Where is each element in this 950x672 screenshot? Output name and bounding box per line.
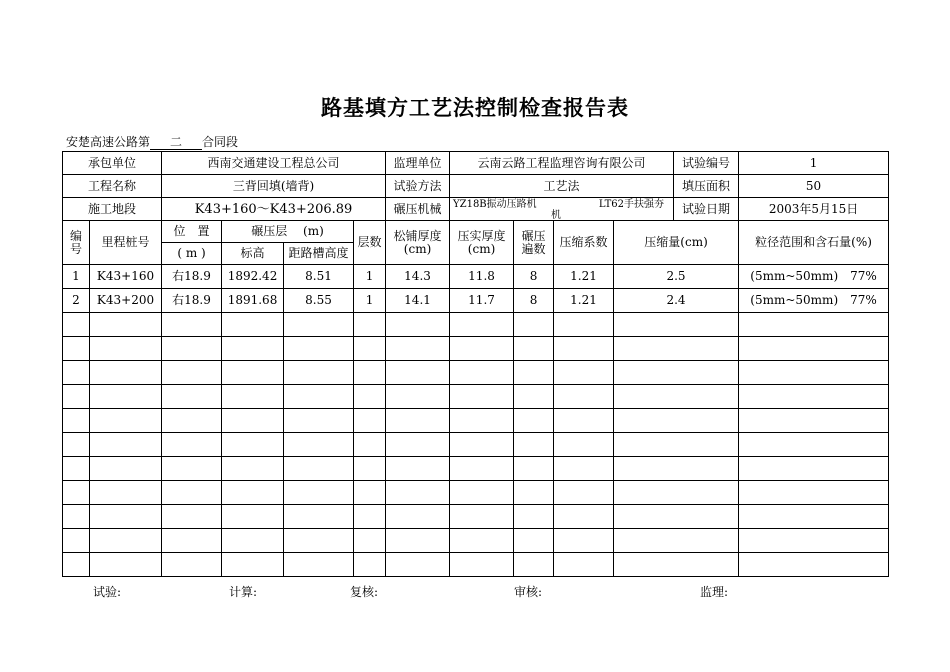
area-value: 50 <box>739 175 889 198</box>
machine-value <box>450 198 674 221</box>
empty-cell <box>739 337 889 361</box>
col-pos-header-2: ( m ) <box>162 243 222 265</box>
empty-cell <box>554 457 614 481</box>
empty-cell <box>90 433 162 457</box>
empty-cell <box>386 361 450 385</box>
empty-cell <box>386 481 450 505</box>
empty-cell <box>63 553 90 577</box>
empty-cell <box>614 385 739 409</box>
empty-cell <box>354 433 386 457</box>
cell-count: 1 <box>354 265 386 289</box>
empty-cell <box>354 553 386 577</box>
date-label: 试验日期 <box>674 198 739 221</box>
empty-table-row <box>63 433 889 457</box>
section-number: 二 <box>150 136 202 150</box>
empty-cell <box>222 361 284 385</box>
contractor-label: 承包单位 <box>63 152 162 175</box>
cell-grain: (5mm~50mm) 77% <box>739 289 889 313</box>
empty-cell <box>614 529 739 553</box>
empty-cell <box>514 457 554 481</box>
empty-cell <box>614 337 739 361</box>
col-comp-header-1: 压实厚度 <box>457 228 506 243</box>
empty-cell <box>739 361 889 385</box>
inspection-table-main <box>62 151 889 577</box>
empty-cell <box>739 553 889 577</box>
empty-cell <box>222 313 284 337</box>
empty-cell <box>450 409 514 433</box>
method-label: 试验方法 <box>386 175 450 198</box>
empty-table-row <box>63 313 889 337</box>
empty-cell <box>386 529 450 553</box>
empty-cell <box>284 385 354 409</box>
subline-prefix: 安楚高速公路第 <box>66 135 151 149</box>
cell-no: 1 <box>63 265 90 289</box>
empty-cell <box>386 433 450 457</box>
empty-cell <box>386 553 450 577</box>
cell-comp: 11.8 <box>450 265 514 289</box>
empty-cell <box>739 481 889 505</box>
supervisor-label: 监理单位 <box>386 152 450 175</box>
col-pos-header-1: 位 置 <box>162 221 222 243</box>
col-comp-header <box>450 221 514 265</box>
empty-cell <box>63 313 90 337</box>
empty-cell <box>450 457 514 481</box>
empty-cell <box>386 505 450 529</box>
subline-suffix: 合同段 <box>202 135 239 149</box>
col-no-header <box>63 221 90 265</box>
empty-cell <box>739 385 889 409</box>
empty-cell <box>554 481 614 505</box>
empty-cell <box>554 553 614 577</box>
cell-comp: 11.7 <box>450 289 514 313</box>
empty-cell <box>284 361 354 385</box>
empty-cell <box>90 361 162 385</box>
empty-cell <box>514 529 554 553</box>
empty-table-row <box>63 337 889 361</box>
empty-cell <box>614 481 739 505</box>
col-elev-header: 标高 <box>222 243 284 265</box>
empty-cell <box>739 505 889 529</box>
empty-cell <box>90 457 162 481</box>
empty-cell <box>514 433 554 457</box>
empty-cell <box>162 385 222 409</box>
col-grain-header: 粒径范围和含石量(%) <box>739 221 889 265</box>
empty-table-row <box>63 385 889 409</box>
empty-cell <box>450 313 514 337</box>
col-comp-header-2: (cm) <box>467 241 496 256</box>
project-value: 三背回填(墙背) <box>162 175 386 198</box>
empty-cell <box>450 553 514 577</box>
empty-cell <box>222 337 284 361</box>
footer-audit: 审核: <box>514 585 543 599</box>
empty-cell <box>284 337 354 361</box>
empty-cell <box>90 553 162 577</box>
method-value: 工艺法 <box>450 175 674 198</box>
site-label: 施工地段 <box>63 198 162 221</box>
col-layer-header: 碾压层 (m) <box>222 221 354 243</box>
col-passes-header <box>514 221 554 265</box>
col-dist-header: 距路槽高度 <box>284 243 354 265</box>
info-row-2 <box>63 175 889 198</box>
empty-cell <box>739 529 889 553</box>
header-row-1 <box>63 221 889 243</box>
empty-cell <box>554 505 614 529</box>
empty-cell <box>354 361 386 385</box>
project-label: 工程名称 <box>63 175 162 198</box>
empty-cell <box>554 433 614 457</box>
empty-cell <box>450 385 514 409</box>
machine-label: 碾压机械 <box>386 198 450 221</box>
cell-grain: (5mm~50mm) 77% <box>739 265 889 289</box>
empty-cell <box>284 505 354 529</box>
machine-value-1: YZ18B振动压路机 <box>453 199 537 210</box>
empty-cell <box>63 409 90 433</box>
empty-cell <box>386 385 450 409</box>
empty-cell <box>90 337 162 361</box>
empty-cell <box>90 505 162 529</box>
col-count-header: 层数 <box>354 221 386 265</box>
empty-cell <box>554 409 614 433</box>
empty-cell <box>450 337 514 361</box>
empty-cell <box>63 361 90 385</box>
table-row <box>63 265 889 289</box>
empty-cell <box>614 313 739 337</box>
empty-cell <box>514 313 554 337</box>
empty-cell <box>222 505 284 529</box>
empty-cell <box>450 505 514 529</box>
footer-test: 试验: <box>93 585 122 599</box>
empty-cell <box>90 481 162 505</box>
empty-cell <box>614 505 739 529</box>
empty-cell <box>450 529 514 553</box>
empty-cell <box>554 337 614 361</box>
empty-cell <box>739 433 889 457</box>
col-loose-header-2: (cm) <box>403 241 432 256</box>
empty-cell <box>450 433 514 457</box>
empty-cell <box>386 337 450 361</box>
empty-cell <box>162 313 222 337</box>
empty-table-row <box>63 529 889 553</box>
col-loose-header-1: 松铺厚度 <box>393 228 442 243</box>
empty-cell <box>514 385 554 409</box>
empty-cell <box>614 457 739 481</box>
empty-cell <box>63 337 90 361</box>
empty-cell <box>90 313 162 337</box>
empty-cell <box>554 361 614 385</box>
empty-cell <box>284 481 354 505</box>
info-row-3 <box>63 198 889 221</box>
cell-no: 2 <box>63 289 90 313</box>
cell-coef: 1.21 <box>554 265 614 289</box>
col-station-header: 里程桩号 <box>90 221 162 265</box>
empty-cell <box>162 553 222 577</box>
report-title: 路基填方工艺法控制检查报告表 <box>321 95 629 120</box>
col-amount-header: 压缩量(cm) <box>614 221 739 265</box>
cell-amount: 2.5 <box>614 265 739 289</box>
empty-table-row <box>63 361 889 385</box>
cell-elev: 1892.42 <box>222 265 284 289</box>
empty-cell <box>63 481 90 505</box>
empty-cell <box>514 481 554 505</box>
table-row <box>63 289 889 313</box>
empty-cell <box>284 409 354 433</box>
empty-cell <box>63 505 90 529</box>
empty-cell <box>614 409 739 433</box>
empty-cell <box>284 553 354 577</box>
empty-cell <box>739 313 889 337</box>
empty-cell <box>554 385 614 409</box>
cell-passes: 8 <box>514 265 554 289</box>
empty-table-row <box>63 457 889 481</box>
cell-coef: 1.21 <box>554 289 614 313</box>
empty-cell <box>386 313 450 337</box>
empty-table-row <box>63 481 889 505</box>
cell-pos: 右18.9 <box>162 289 222 313</box>
empty-cell <box>514 553 554 577</box>
empty-cell <box>614 361 739 385</box>
col-loose-header <box>386 221 450 265</box>
empty-cell <box>222 481 284 505</box>
empty-cell <box>63 433 90 457</box>
cell-loose: 14.1 <box>386 289 450 313</box>
cell-station: K43+200 <box>90 289 162 313</box>
empty-cell <box>284 529 354 553</box>
empty-cell <box>222 529 284 553</box>
empty-cell <box>63 385 90 409</box>
cell-elev: 1891.68 <box>222 289 284 313</box>
footer-supervise: 监理: <box>700 585 729 599</box>
empty-cell <box>90 529 162 553</box>
cell-pos: 右18.9 <box>162 265 222 289</box>
empty-cell <box>354 313 386 337</box>
empty-cell <box>354 457 386 481</box>
empty-cell <box>162 409 222 433</box>
empty-cell <box>739 457 889 481</box>
cell-station: K43+160 <box>90 265 162 289</box>
empty-cell <box>514 505 554 529</box>
empty-cell <box>222 457 284 481</box>
empty-cell <box>222 385 284 409</box>
cell-dist: 8.55 <box>284 289 354 313</box>
empty-cell <box>222 409 284 433</box>
empty-cell <box>63 457 90 481</box>
site-value: K43+160～K43+206.89 <box>162 198 386 221</box>
empty-cell <box>162 433 222 457</box>
cell-loose: 14.3 <box>386 265 450 289</box>
empty-cell <box>162 505 222 529</box>
empty-cell <box>162 337 222 361</box>
empty-table-row <box>63 409 889 433</box>
empty-cell <box>514 409 554 433</box>
empty-cell <box>162 529 222 553</box>
test-no-label: 试验编号 <box>674 152 739 175</box>
machine-value-3: 机 <box>551 210 562 221</box>
empty-table-row <box>63 553 889 577</box>
col-coef-header: 压缩系数 <box>554 221 614 265</box>
footer-calc: 计算: <box>229 585 258 599</box>
empty-cell <box>354 529 386 553</box>
empty-cell <box>514 361 554 385</box>
empty-cell <box>554 313 614 337</box>
empty-cell <box>354 409 386 433</box>
empty-cell <box>354 337 386 361</box>
info-row-1 <box>63 152 889 175</box>
footer-review: 复核: <box>350 585 379 599</box>
supervisor-value: 云南云路工程监理咨询有限公司 <box>450 152 674 175</box>
date-value: 2003年5月15日 <box>739 198 889 221</box>
empty-cell <box>386 457 450 481</box>
empty-cell <box>386 409 450 433</box>
empty-cell <box>90 409 162 433</box>
empty-cell <box>354 505 386 529</box>
empty-cell <box>162 481 222 505</box>
area-label: 填压面积 <box>674 175 739 198</box>
empty-cell <box>284 457 354 481</box>
contract-section-line <box>66 133 238 150</box>
empty-cell <box>354 481 386 505</box>
empty-cell <box>354 385 386 409</box>
empty-cell <box>614 433 739 457</box>
empty-table-row <box>63 505 889 529</box>
col-no-header-2: 号 <box>69 241 82 256</box>
empty-cell <box>162 457 222 481</box>
empty-cell <box>284 433 354 457</box>
contractor-value: 西南交通建设工程总公司 <box>162 152 386 175</box>
empty-cell <box>514 337 554 361</box>
col-passes-header-1: 碾压 <box>521 228 546 243</box>
cell-count: 1 <box>354 289 386 313</box>
test-no-value: 1 <box>739 152 889 175</box>
empty-cell <box>450 361 514 385</box>
empty-cell <box>90 385 162 409</box>
empty-cell <box>63 529 90 553</box>
empty-cell <box>739 409 889 433</box>
empty-cell <box>162 361 222 385</box>
cell-passes: 8 <box>514 289 554 313</box>
empty-cell <box>554 529 614 553</box>
empty-cell <box>222 553 284 577</box>
cell-dist: 8.51 <box>284 265 354 289</box>
empty-rows <box>63 313 889 577</box>
empty-cell <box>614 553 739 577</box>
col-passes-header-2: 遍数 <box>521 241 546 256</box>
empty-cell <box>284 313 354 337</box>
empty-cell <box>222 433 284 457</box>
empty-cell <box>450 481 514 505</box>
cell-amount: 2.4 <box>614 289 739 313</box>
col-no-header-1: 编 <box>69 228 82 243</box>
machine-value-2: LT62手扶强夯 <box>598 199 665 210</box>
